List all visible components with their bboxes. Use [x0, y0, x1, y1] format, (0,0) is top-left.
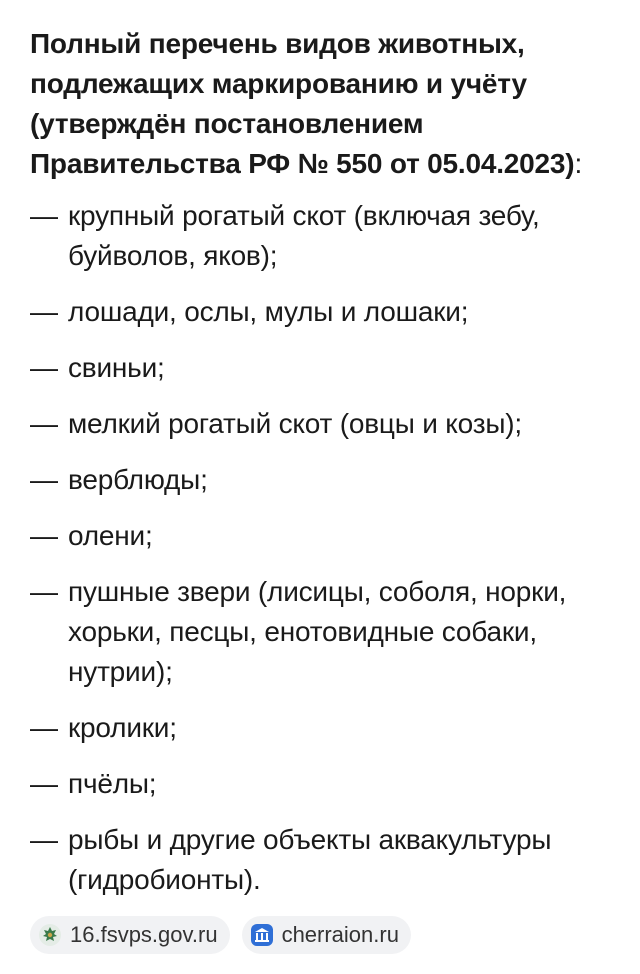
list-item-text: рыбы и другие объекты аквакультуры (гидробионты).	[68, 824, 552, 895]
animal-list	[30, 196, 622, 900]
dash: —	[30, 520, 58, 551]
list-item-text: олени;	[68, 520, 153, 551]
heading-text: Полный перечень видов животных, подлежащих маркированию и учёту (утверждён постановлением Правительства РФ № 550 от 05.04.2023)	[30, 28, 575, 179]
source-label: 16.fsvps.gov.ru	[70, 922, 218, 947]
list-item-text: верблюды;	[68, 464, 208, 495]
list-item-text: мелкий рогатый скот (овцы и козы);	[68, 408, 522, 439]
dash: —	[30, 296, 58, 327]
dash: —	[30, 408, 58, 439]
emblem-icon	[38, 923, 62, 947]
dash: —	[30, 464, 58, 495]
source-label: cherraion.ru	[281, 922, 399, 947]
list-item	[30, 292, 622, 332]
list-item	[30, 516, 622, 556]
article-content	[30, 24, 622, 916]
list-item-text: кролики;	[68, 712, 177, 743]
source-chip-cherraion[interactable]	[242, 916, 411, 954]
list-item	[30, 708, 622, 748]
list-item-text: лошади, ослы, мулы и лошаки;	[68, 296, 469, 327]
dash: —	[30, 200, 58, 231]
list-heading	[30, 24, 622, 184]
list-item	[30, 460, 622, 500]
source-chip-fsvps[interactable]	[30, 916, 230, 954]
list-item-text: пушные звери (лисицы, соболя, норки, хорьки, песцы, енотовидные собаки, нутрии);	[68, 576, 567, 687]
building-icon	[250, 923, 274, 947]
list-item	[30, 764, 622, 804]
list-item	[30, 572, 622, 692]
list-item	[30, 196, 622, 276]
dash: —	[30, 352, 58, 383]
dash: —	[30, 768, 58, 799]
list-item-text: свиньи;	[68, 352, 165, 383]
dash: —	[30, 712, 58, 743]
dash: —	[30, 576, 58, 607]
list-item	[30, 348, 622, 388]
list-item	[30, 820, 622, 900]
list-item	[30, 404, 622, 444]
source-links	[30, 916, 411, 954]
list-item-text: крупный рогатый скот (включая зебу, буйволов, яков);	[68, 200, 540, 271]
dash: —	[30, 824, 58, 855]
list-item-text: пчёлы;	[68, 768, 157, 799]
heading-colon: :	[574, 148, 583, 179]
